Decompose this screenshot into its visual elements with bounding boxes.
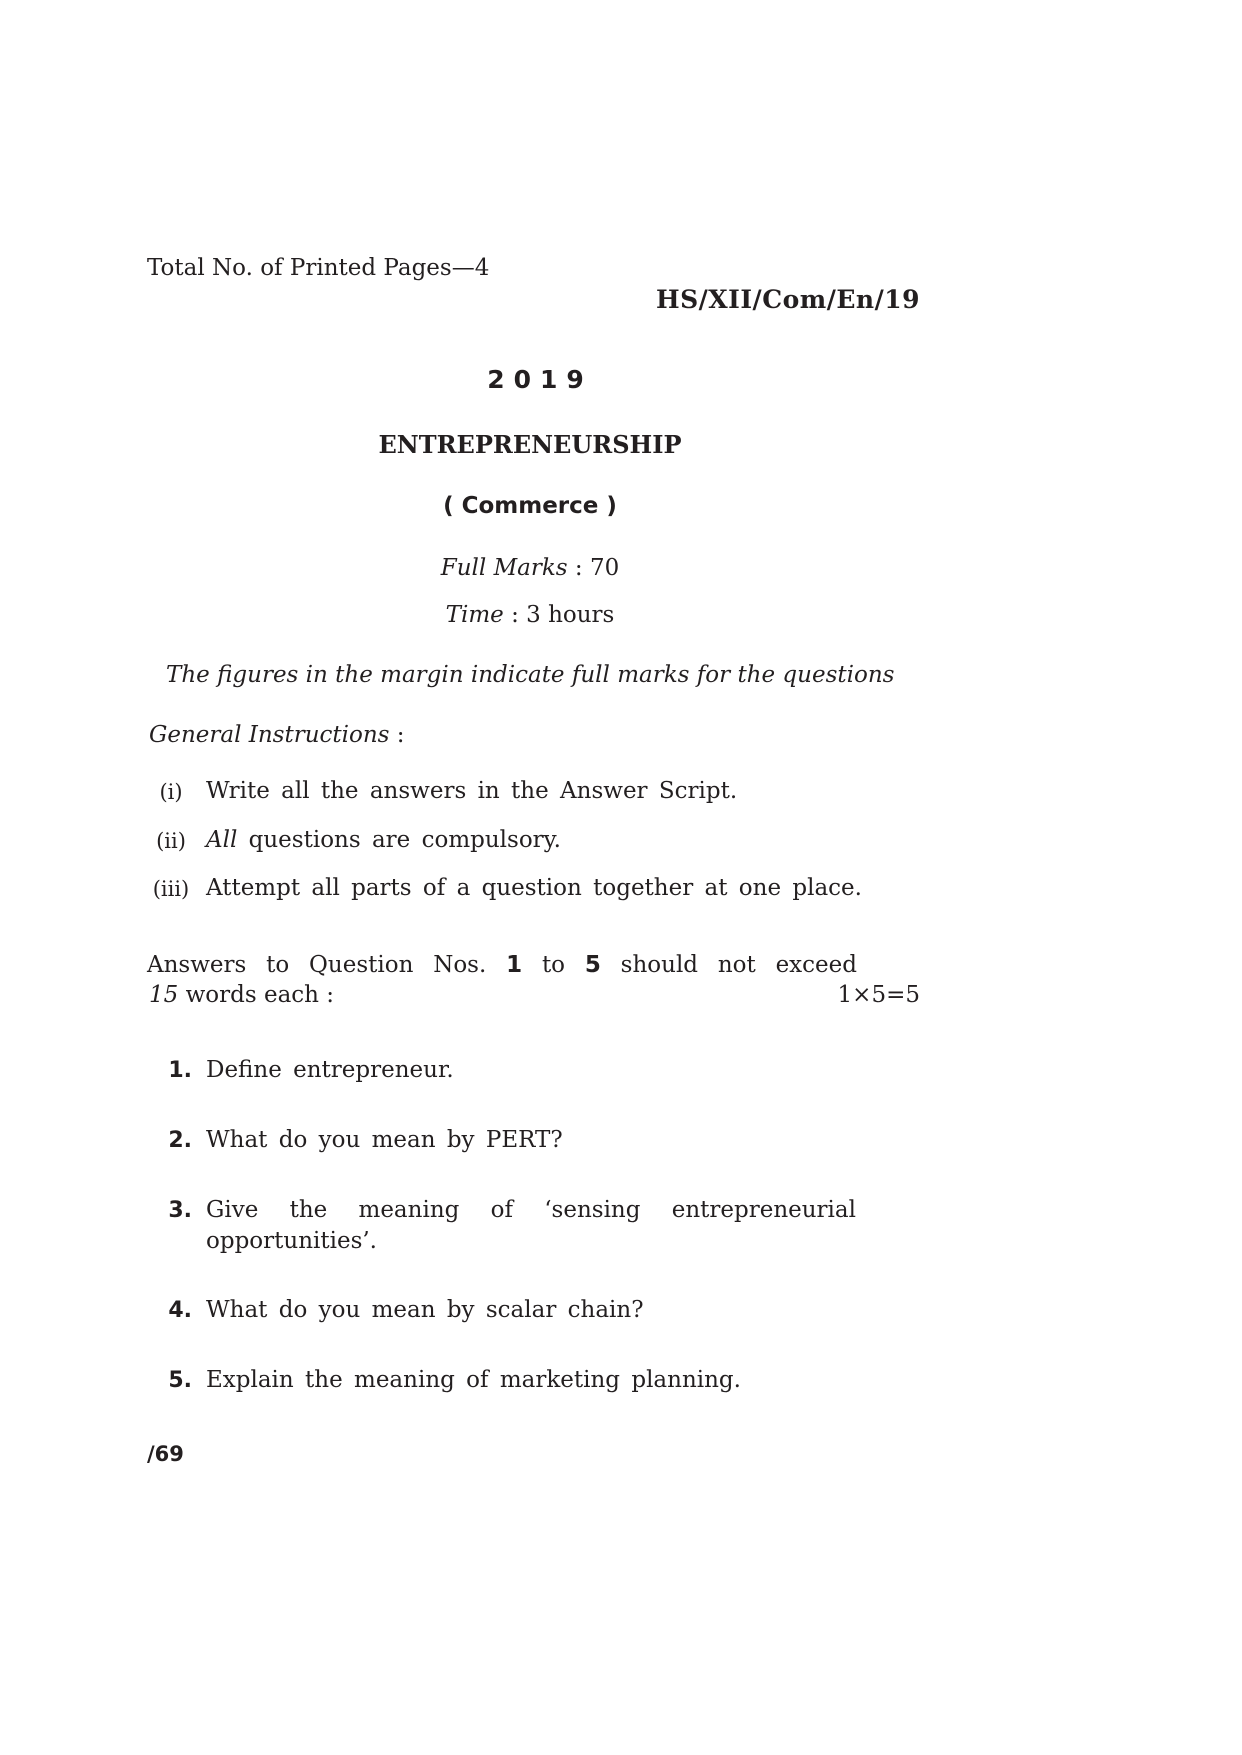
section-word: not bbox=[717, 952, 756, 978]
question-number: 1. bbox=[168, 1058, 192, 1083]
section-marks: 1×5=5 bbox=[837, 982, 920, 1008]
paper-code: HS/XII/Com/En/19 bbox=[655, 285, 920, 314]
general-instructions-heading bbox=[149, 722, 405, 748]
subject-title: ENTREPRENEURSHIP bbox=[378, 430, 682, 459]
question-text: Define entrepreneur. bbox=[206, 1057, 454, 1083]
general-instructions-label: General Instructions bbox=[149, 722, 390, 748]
instruction-text: Attempt all parts of a question together at one place. bbox=[206, 875, 862, 901]
section-word: Nos. bbox=[433, 952, 487, 978]
instruction-text bbox=[206, 827, 561, 853]
question-text: What do you mean by scalar chain? bbox=[206, 1297, 644, 1323]
word-limit: 15 bbox=[149, 982, 179, 1008]
question-text: Explain the meaning of marketing planning. bbox=[206, 1367, 741, 1393]
question-text-line2: opportunities’. bbox=[206, 1228, 377, 1254]
question-text: What do you mean by PERT? bbox=[206, 1127, 563, 1153]
exam-time bbox=[380, 602, 680, 628]
word-limit-text: words each : bbox=[178, 982, 335, 1008]
section-word: should bbox=[620, 952, 699, 978]
section-word: to bbox=[266, 952, 290, 978]
question-word: Give bbox=[206, 1197, 259, 1223]
section-instruction-line2 bbox=[149, 982, 334, 1008]
full-marks bbox=[380, 555, 680, 581]
instruction-number: (ii) bbox=[156, 829, 186, 853]
question-number: 2. bbox=[168, 1128, 192, 1153]
instruction-text: Write all the answers in the Answer Script. bbox=[206, 778, 738, 804]
question-word: of bbox=[490, 1197, 513, 1223]
question-range-start: 1 bbox=[506, 952, 523, 978]
full-marks-value: : 70 bbox=[567, 555, 620, 581]
printed-pages-note: Total No. of Printed Pages—4 bbox=[147, 255, 490, 281]
instruction-text-rest: questions are compulsory. bbox=[237, 827, 561, 853]
full-marks-label: Full Marks bbox=[440, 555, 568, 581]
stream-label: ( Commerce ) bbox=[443, 493, 617, 519]
time-value: : 3 hours bbox=[503, 602, 615, 628]
time-label: Time bbox=[445, 602, 504, 628]
section-word: to bbox=[541, 952, 566, 978]
instruction-emphasis: All bbox=[206, 827, 238, 853]
general-instructions-colon: : bbox=[389, 722, 405, 748]
instruction-number: (iii) bbox=[152, 877, 190, 901]
question-word: meaning bbox=[358, 1197, 460, 1223]
question-text-line bbox=[206, 1197, 856, 1223]
section-word: Question bbox=[309, 952, 414, 978]
question-number: 4. bbox=[168, 1298, 192, 1323]
footer-code: /69 bbox=[147, 1442, 184, 1466]
exam-year: 2019 bbox=[487, 365, 593, 394]
instruction-number: (i) bbox=[159, 780, 183, 804]
question-number: 3. bbox=[168, 1198, 192, 1223]
question-range-end: 5 bbox=[584, 952, 601, 978]
section-word: exceed bbox=[775, 952, 857, 978]
margin-note: The figures in the margin indicate full marks for the questions bbox=[166, 662, 895, 688]
question-word: the bbox=[289, 1197, 328, 1223]
section-instruction-line bbox=[147, 952, 857, 978]
question-word: entrepreneurial bbox=[671, 1197, 856, 1223]
question-word: ‘sensing bbox=[544, 1197, 641, 1223]
question-number: 5. bbox=[168, 1368, 192, 1393]
section-word: Answers bbox=[147, 952, 247, 978]
